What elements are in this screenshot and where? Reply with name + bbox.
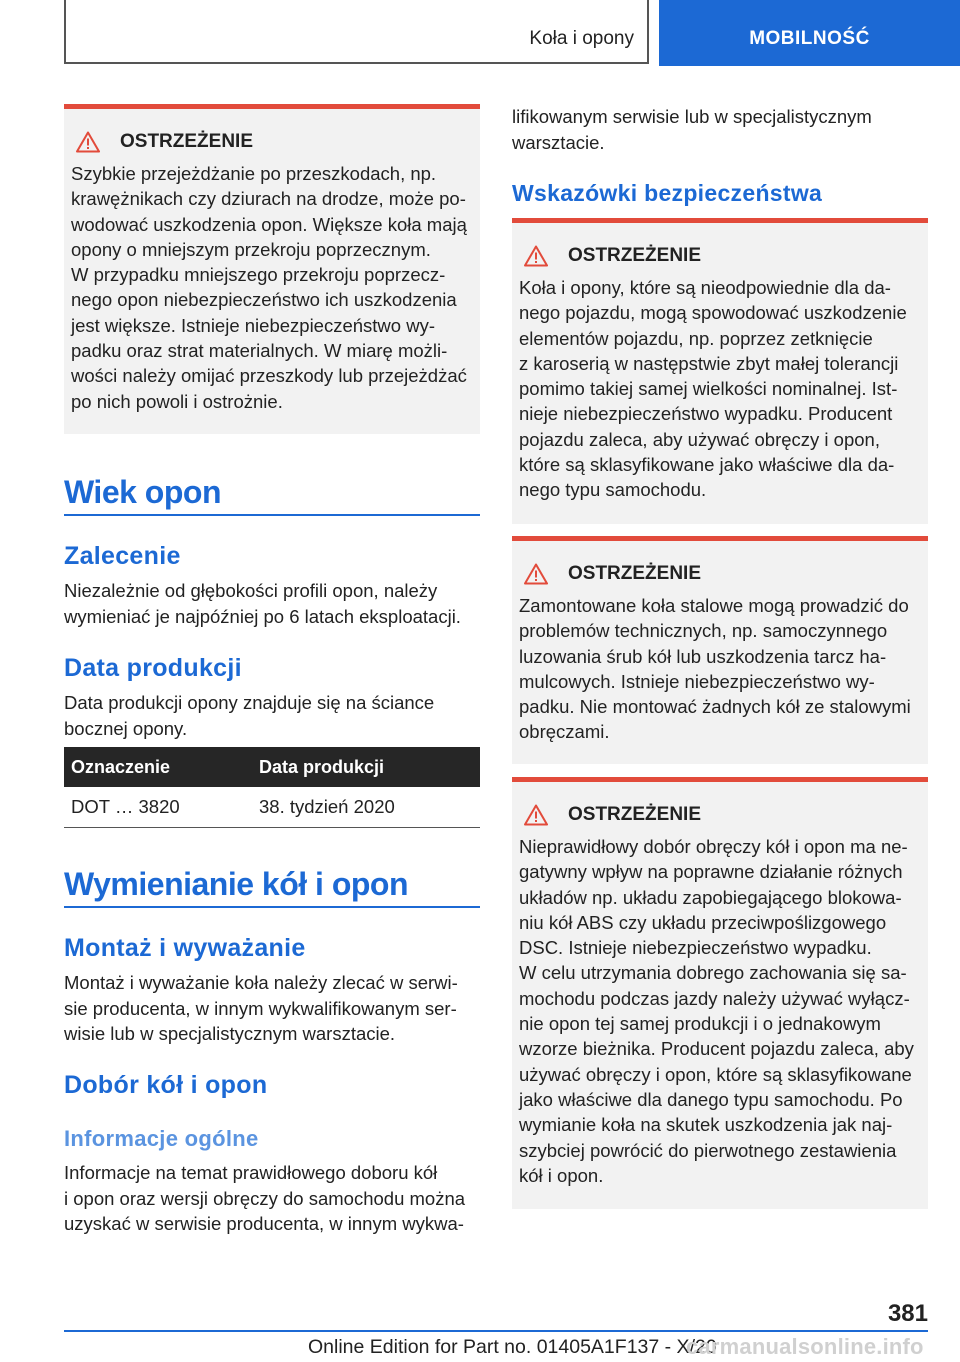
watermark-text: carmanualsonline.info [686,1334,924,1359]
header-chapter-tab[interactable]: MOBILNOŚĆ [659,0,960,66]
warning-header [524,245,920,267]
warning-triangle-icon [524,804,548,826]
paragraph-continuation: lifikowanym serwisie lub w specjalistycznym warsztacie. [512,106,872,153]
paragraph-montaz: Montaż i wyważanie koła należy zlecać w serwi- sie producenta, w innym wykwalifikowanym ser- wisie lub w specjalistycznym warsztacie. [64,972,458,1044]
warning-title: OSTRZEŻENIE [120,131,254,152]
heading-zalecenie: Zalecenie [64,542,181,570]
paragraph-data-produkcji: Data produkcji opony znajduje się na ściance bocznej opony. [64,692,435,739]
paragraph-informacje: Informacje na temat prawidłowego doboru kół i opon oraz wersji obręczy do samochodu można uzyskać w serwisie producenta, w innym wykwa- [64,1162,466,1234]
heading-wiek-opon: Wiek opon [64,474,221,510]
warning-triangle-icon [524,563,548,585]
warning-box-obstacles [64,104,480,434]
warning-triangle-icon [524,245,548,267]
paragraph-zalecenie: Niezależnie od głębokości profili opon, należy wymieniać je najpóźniej po 6 latach eksploatacji. [64,580,461,627]
warning-title: OSTRZEŻENIE [568,804,702,825]
table-header-row [64,747,480,787]
table-header-cell: Oznaczenie [64,747,252,787]
warning-title: OSTRZEŻENIE [568,563,702,584]
table-header-cell: Data produkcji [252,747,480,787]
warning-box-rim-selection [512,777,928,1209]
warning-title: OSTRZEŻENIE [568,245,702,266]
heading-informacje-ogolne: Informacje ogólne [64,1126,259,1151]
warning-text: Zamontowane koła stalowe mogą prowadzić do problemów technicznych, np. samoczynnego luzowania śrub kół lub uszkodzenia tarcz ha- mulcowych. Istnieje niebezpieczeństwo wy- padku. Nie montować żadnych kół ze stalowymi obręczami. [519,595,911,743]
warning-triangle-icon [76,131,100,153]
page-number: 381 [887,1300,928,1327]
warning-header [76,131,472,153]
warning-text: Koła i opony, które są nieodpowiednie dla da- nego pojazdu, mogą spowodować uszkodzenie elementów pojazdu, np. poprzez zetknięcie z karoserią w następstwie zbyt małej tolerancji pomimo takiej samej wielkości nominalnej. Ist- nieje niebezpieczeństwo wypadku. Producent pojazdu zaleca, aby używać obręczy i opon, które są sklasyfikowane jako właściwe dla da- nego typu samochodu. [519,277,907,501]
warning-box-steel-wheels [512,536,928,764]
heading-montaz: Montaż i wyważanie [64,934,306,962]
footer-rule [64,1330,928,1332]
warning-box-unsuitable-wheels [512,218,928,524]
table-cell: 38. tydzień 2020 [252,787,480,827]
heading-dobor: Dobór kół i opon [64,1071,268,1099]
header-section-title: Koła i opony [529,28,634,49]
table-row [64,787,480,827]
warning-header [524,804,920,826]
heading-data-produkcji: Data produkcji [64,654,242,682]
warning-header [524,563,920,585]
production-date-table [64,747,480,828]
warning-text: Nieprawidłowy dobór obręczy kół i opon ma ne- gatywny wpływ na poprawne działanie różnych układów np. układu zapobiegającego blokowa- niu kół ABS czy układu przeciwpoślizgowego DSC. Istnieje niebezpieczeństwo wypadku. W celu utrzymania dobrego zachowania się sa- mochodu podczas jazdy należy używać wyłącz- nie opon tej samej produkcji i o jednakowym wzorze bieżnika. Producent pojazdu zaleca, aby używać obręczy i opon, które są sklasyfikowane jako właściwe dla danego typu samochodu. Po wymianie koła na skutek uszkodzenia jak naj- szybciej powrócić do pierwotnego zestawienia kół i opon. [519,836,914,1186]
heading-wskazowki: Wskazówki bezpieczeństwa [512,180,823,206]
footer-edition-text: Online Edition for Part no. 01405A1F137 - X/20 [308,1336,717,1358]
warning-text: Szybkie przejeżdżanie po przeszkodach, np. krawężnikach czy dziurach na drodze, może po- wodować uszkodzenia opon. Większe koła mają opony o mniejszym przekroju poprzecznym. W przypadku mniejszego przekroju poprzecz- nego opon niebezpieczeństwo ich uszkodzenia jest większe. Istnieje niebezpieczeństwo wy- padku oraz strat materialnych. W miarę możli- wości należy omijać przeszkody lub przejeżdżać po nich powoli i ostrożnie. [71,163,467,412]
heading-wymienianie: Wymienianie kół i opon [64,866,409,902]
heading-rule [64,906,480,908]
table-cell: DOT … 3820 [64,787,252,827]
heading-rule [64,514,480,516]
